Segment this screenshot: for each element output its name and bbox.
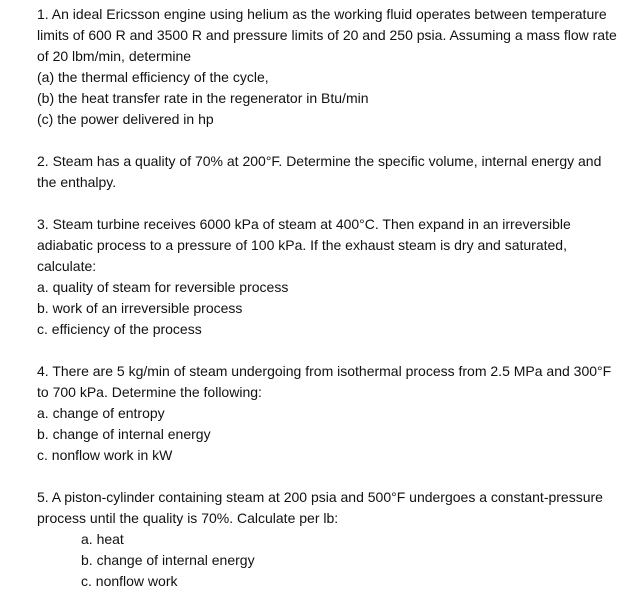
problem-5-statement: 5. A piston-cylinder containing steam at 200 psia and 500°F undergoes a constant-pressure process until the quality is 70%. Calculate per lb:	[37, 489, 603, 526]
problem-3-part-c: c. efficiency of the process	[37, 321, 202, 337]
problem-3-part-b: b. work of an irreversible process	[37, 300, 243, 316]
problem-3-part-a: a. quality of steam for reversible process	[37, 279, 289, 295]
problem-5-part-b: b. change of internal energy	[81, 552, 255, 568]
problem-3-statement: 3. Steam turbine receives 6000 kPa of steam at 400°C. Then expand in an irreversible adiabatic process to a pressure of 100 kPa. If the exhaust steam is dry and saturated, calculate:	[37, 216, 571, 274]
problem-3	[37, 214, 617, 340]
problem-5	[37, 487, 617, 592]
problem-4	[37, 361, 617, 466]
problem-4-part-c: c. nonflow work in kW	[37, 447, 173, 463]
problem-1-part-a: (a) the thermal efficiency of the cycle,	[37, 69, 269, 85]
problem-1	[37, 4, 617, 130]
problem-2	[37, 151, 617, 193]
problem-1-part-c: (c) the power delivered in hp	[37, 111, 214, 127]
problem-1-statement: 1. An ideal Ericsson engine using helium as the working fluid operates between temperature limits of 600 R and 3500 R and pressure limits of 20 and 250 psia. Assuming a mass flow rate of 20 lbm/min, determine	[37, 6, 617, 64]
problem-1-part-b: (b) the heat transfer rate in the regenerator in Btu/min	[37, 90, 369, 106]
problem-4-part-a: a. change of entropy	[37, 405, 165, 421]
problem-5-part-a: a. heat	[81, 531, 124, 547]
problem-2-statement: 2. Steam has a quality of 70% at 200°F. Determine the specific volume, internal energy and the enthalpy.	[37, 153, 602, 190]
document	[37, 2, 617, 592]
problem-4-statement: 4. There are 5 kg/min of steam undergoing from isothermal process from 2.5 MPa and 300°F to 700 kPa. Determine the following:	[37, 363, 612, 400]
problem-5-part-c: c. nonflow work	[81, 573, 178, 589]
problem-4-part-b: b. change of internal energy	[37, 426, 211, 442]
